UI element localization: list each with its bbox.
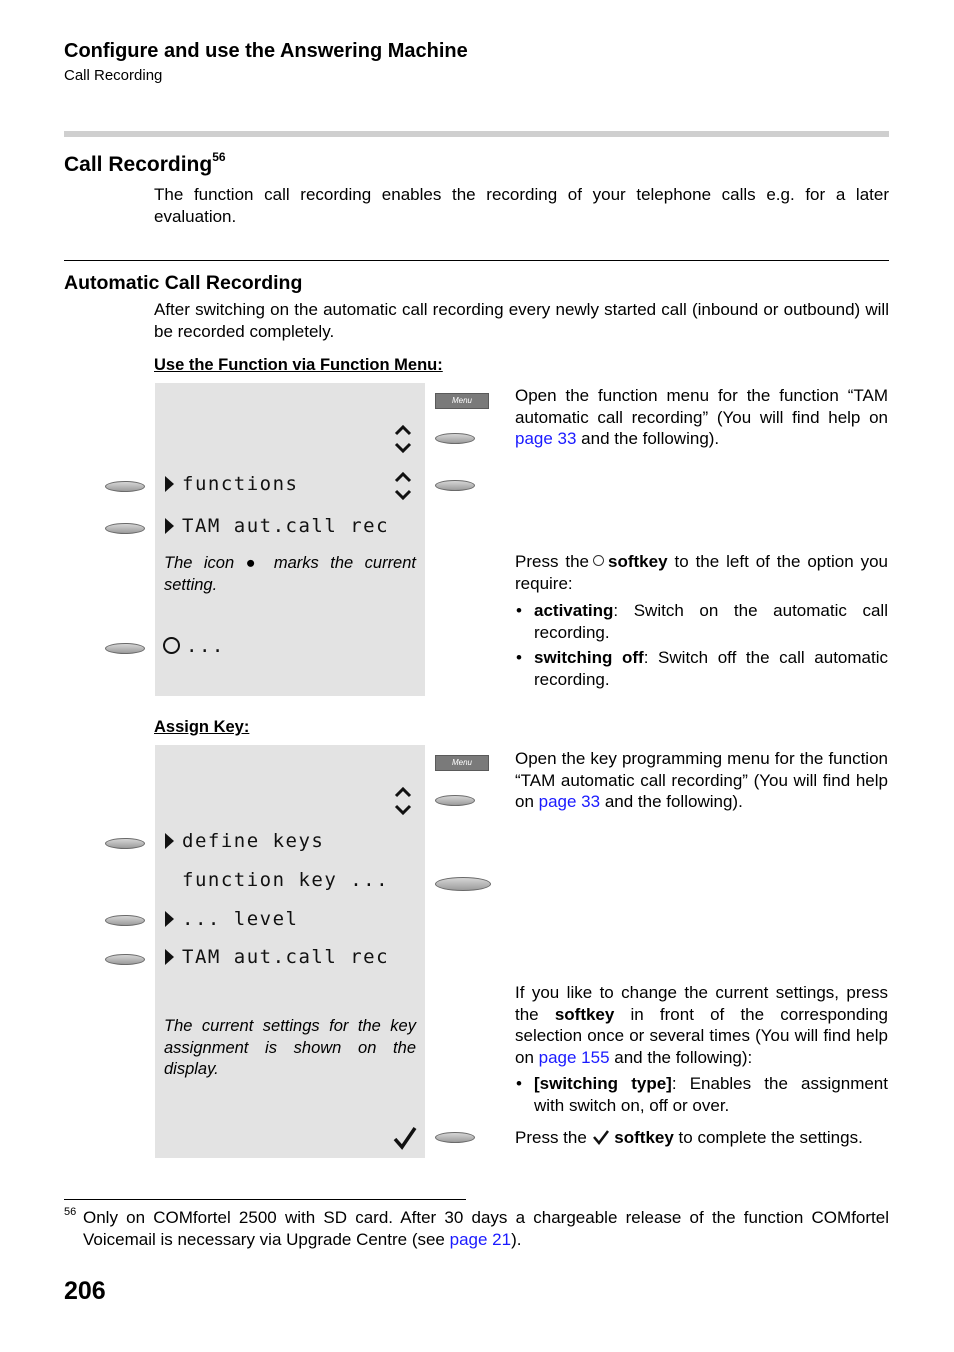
radio-circle-icon: [163, 637, 180, 654]
display-text: TAM aut.call rec: [182, 946, 390, 968]
checkmark-icon: [392, 1125, 418, 1151]
scroll-updown-icon: [393, 422, 413, 456]
function-menu-step-2: Press the softkey to the left of the option you require:: [515, 552, 888, 593]
subsection-title: Automatic Call Recording: [64, 272, 303, 294]
page-link[interactable]: page 155: [538, 1047, 610, 1067]
section-intro: The function call recording enables the recording of your telephone calls e.g. for a later evaluation.: [154, 185, 889, 226]
radio-circle-icon: [593, 555, 604, 566]
page-link[interactable]: page 33: [515, 429, 577, 448]
page-link[interactable]: page 21: [449, 1229, 512, 1249]
footnote-ref[interactable]: 56: [212, 150, 226, 164]
function-menu-heading: Use the Function via Function Menu:: [154, 356, 443, 374]
left-softkey[interactable]: [105, 838, 145, 849]
display-text: define keys: [182, 830, 325, 852]
assign-option-list: [515, 1073, 888, 1120]
section-title-text: Call Recording: [64, 153, 213, 176]
display-note: The current settings for the key assignment is shown on the display.: [164, 1017, 416, 1078]
display-text: TAM aut.call rec: [182, 515, 390, 537]
footnote-number: 56: [64, 1206, 77, 1218]
display-text: ...: [186, 635, 225, 657]
menu-key[interactable]: Menu: [435, 393, 489, 409]
assign-key-heading: Assign Key:: [154, 718, 250, 736]
cursor-arrow-icon: [165, 518, 174, 534]
left-softkey[interactable]: [105, 954, 145, 965]
display-text: ... level: [182, 908, 299, 930]
display-line-define-keys: [165, 830, 324, 852]
running-header-title: Configure and use the Answering Machine: [64, 40, 468, 62]
list-item: • activating: Switch on the automatic call recording.: [515, 600, 888, 643]
display-line-tam: [165, 515, 389, 537]
wide-softkey[interactable]: [435, 877, 491, 891]
subsection-rule: [64, 260, 889, 261]
left-softkey[interactable]: [105, 523, 145, 534]
footnote-text: Only on COMfortel 2500 with SD card. After 30 days a chargeable release of the function COMfortel Voicemail is necessary via Upgrade Centre (see page 21).: [83, 1208, 889, 1249]
scroll-updown-icon: [393, 784, 413, 818]
right-softkey[interactable]: [435, 1132, 475, 1143]
menu-key[interactable]: Menu: [435, 755, 489, 771]
list-item: • [switching type]: Enables the assignment with switch on, off or over.: [515, 1073, 888, 1116]
assign-key-step-1: Open the key programming menu for the function “TAM automatic call recording” (You will find help on page 33 and the following).: [515, 749, 888, 811]
display-text: functions: [182, 473, 299, 495]
display-line-tam: [165, 946, 389, 968]
page-number: 206: [64, 1277, 106, 1305]
right-softkey[interactable]: [435, 480, 475, 491]
display-note: The icon ● marks the current setting.: [164, 554, 416, 594]
cursor-arrow-icon: [165, 911, 174, 927]
running-header-subtitle: Call Recording: [64, 67, 163, 84]
option-list: [515, 600, 888, 694]
list-item: • switching off: Switch off the call automatic recording.: [515, 647, 888, 690]
display-line-level: [165, 908, 298, 930]
assign-key-step-3: Press the softkey to complete the settings.: [515, 1128, 863, 1147]
display-line-functions: [165, 473, 298, 495]
left-softkey[interactable]: [105, 915, 145, 926]
display-line-option: [163, 635, 225, 657]
section-title: [64, 152, 226, 177]
subsection-intro: After switching on the automatic call recording every newly started call (inbound or outbound) will be recorded completely.: [154, 300, 889, 341]
cursor-arrow-icon: [165, 833, 174, 849]
cursor-arrow-icon: [165, 476, 174, 492]
display-line-function-key: function key ...: [182, 869, 390, 891]
right-softkey[interactable]: [435, 433, 475, 444]
cursor-arrow-icon: [165, 949, 174, 965]
assign-key-step-2: If you like to change the current settings, press the softkey in front of the corresponding selection once or several times (You will find help on page 155 and the following):: [515, 983, 888, 1067]
right-softkey[interactable]: [435, 795, 475, 806]
function-menu-step-1: Open the function menu for the function “TAM automatic call recording” (You will find help on page 33 and the following).: [515, 386, 888, 448]
scroll-updown-icon: [393, 469, 413, 503]
left-softkey[interactable]: [105, 481, 145, 492]
footnote-rule: [64, 1199, 466, 1200]
checkmark-icon: [592, 1129, 610, 1145]
left-softkey[interactable]: [105, 643, 145, 654]
page-link[interactable]: page 33: [538, 792, 601, 811]
section-divider-bar: [64, 131, 889, 137]
